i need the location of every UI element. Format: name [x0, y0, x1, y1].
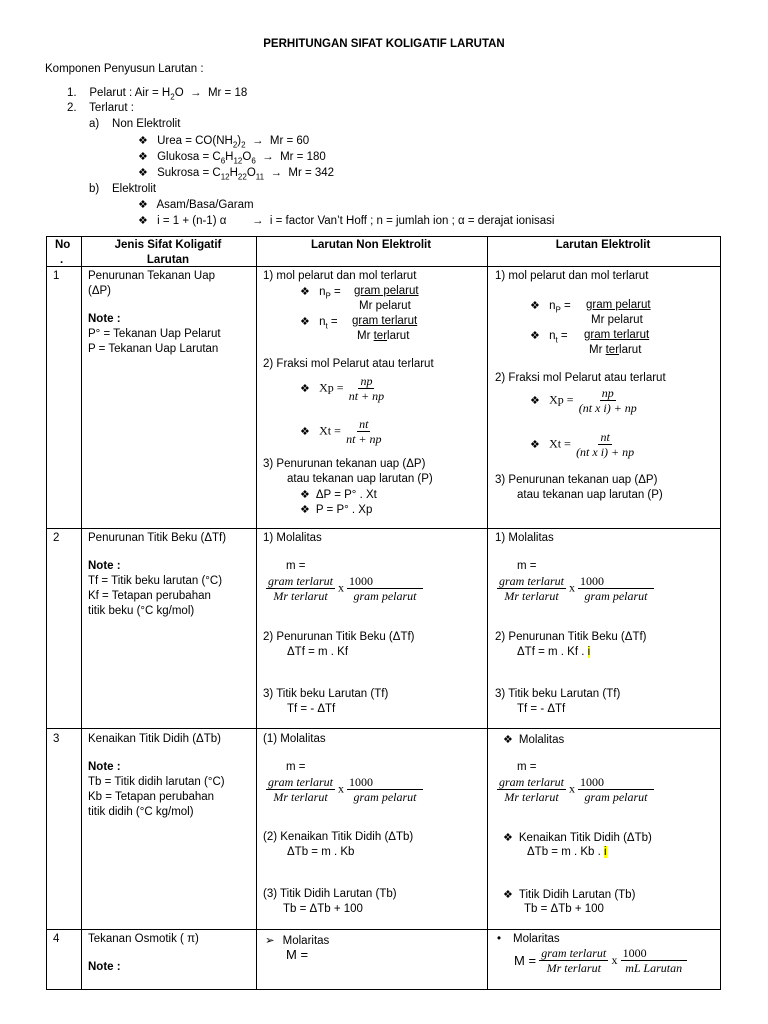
row1-el-np-den: Mr pelarut [591, 314, 643, 326]
xp-fraction [577, 386, 639, 415]
highlight-i: i [604, 846, 607, 858]
subscript: t [325, 321, 328, 331]
row1-note-2: P = Tekanan Uap Larutan [88, 343, 219, 355]
element-symbol: H [229, 167, 238, 179]
diamond-bullet-icon: ❖ [300, 489, 310, 501]
fraction-2 [621, 946, 687, 975]
arrow-right-icon: → [267, 167, 286, 179]
row2-el-step3: 3) Titik beku Larutan (Tf) [495, 688, 621, 700]
molar-mass: Mr = 342 [288, 167, 335, 179]
row1-el-nt [530, 329, 568, 344]
fraction-1 [497, 775, 566, 804]
row1-el-np-num: gram pelarut [586, 299, 651, 311]
row3-el-step1 [503, 733, 564, 746]
diamond-bullet-icon: ❖ [138, 167, 148, 179]
diamond-bullet-icon: ❖ [530, 330, 540, 342]
row1-el-nt-num: gram terlarut [584, 329, 650, 341]
diamond-bullet-icon: ❖ [138, 135, 148, 147]
row3-el-f2 [527, 846, 607, 858]
urea-text: Urea = CO(NH [157, 135, 233, 147]
molaritas-label: Molaritas [282, 935, 330, 947]
fraction-2 [347, 574, 423, 603]
vant-hoff-formula: i = 1 + (n-1) α [157, 215, 227, 227]
subscript: P [325, 291, 331, 301]
row1-non-f1 [300, 488, 377, 501]
molar-mass: Mr = 60 [269, 135, 310, 147]
row3-el-m: m = [517, 761, 537, 773]
subscript: 2 [232, 140, 238, 150]
row4-name: Tekanan Osmotik ( π) [88, 933, 199, 945]
sukrosa-line [138, 166, 334, 181]
diamond-bullet-icon: ❖ [530, 394, 540, 407]
diamond-bullet-icon: ❖ [300, 504, 310, 516]
xt-symbol: Xt = [319, 423, 341, 438]
xp-denominator: nt + np [348, 389, 385, 403]
numerator: gram terlarut [268, 775, 334, 789]
numerator: gram terlarut [499, 775, 565, 789]
row1-non-np-den: Mr pelarut [359, 300, 411, 312]
arrow-right-icon: → [229, 215, 267, 227]
row3-note-2: Kb = Tetapan perubahan [88, 791, 215, 803]
row3-non-step1: (1) Molalitas [263, 733, 326, 745]
electrolyte-heading [89, 183, 156, 195]
component-item-solute [67, 102, 134, 114]
row1-non-np-num: gram pelarut [354, 285, 419, 297]
row1-number: 1 [53, 270, 60, 282]
row4-note: Note : [88, 961, 121, 973]
row1-non-nt-den [357, 330, 409, 342]
header-no: No [55, 239, 71, 251]
row1-non-step3-b: atau tekanan uap larutan (P) [287, 473, 433, 485]
row2-el-step1: 1) Molalitas [495, 532, 554, 544]
numerator: 1000 [347, 574, 423, 589]
fraction-2 [347, 775, 423, 804]
denominator: gram pelarut [584, 790, 648, 804]
row3-el-f3: Tb = ΔTb + 100 [524, 903, 604, 915]
row3-el-step3 [503, 888, 635, 901]
subscript: 11 [255, 172, 265, 182]
row3-non-f2: ΔTb = m . Kb [287, 846, 355, 858]
sukrosa-text: Sukrosa = C [157, 167, 221, 179]
asam-text: Asam/Basa/Garam [156, 199, 254, 211]
den-pre: Mr [589, 344, 606, 356]
numerator: gram terlarut [541, 946, 607, 960]
equals: = [560, 300, 571, 312]
diamond-bullet-icon: ❖ [503, 889, 513, 901]
urea-line [138, 134, 309, 149]
row4-el-step1 [497, 933, 560, 945]
diamond-bullet-icon: ❖ [300, 382, 310, 395]
subscript: 12 [233, 156, 243, 166]
subscript: 22 [237, 172, 247, 182]
row1-non-nt-num: gram terlarut [352, 315, 418, 327]
row2-el-step2: 2) Penurunan Titik Beku (ΔTf) [495, 631, 647, 643]
molaritas-label: Molaritas [513, 933, 560, 945]
row1-non-step1: 1) mol pelarut dan mol terlarut [263, 270, 417, 282]
subscript: 2 [170, 92, 175, 102]
row3-note-3: titik didih (°C kg/mol) [88, 806, 194, 818]
row3-non-f3: Tb = ΔTb + 100 [283, 903, 363, 915]
row4-non-m: M = [286, 947, 309, 962]
diamond-bullet-icon: ❖ [300, 286, 310, 298]
denominator: gram pelarut [353, 790, 417, 804]
formula-p: P = P° . Xp [315, 504, 373, 516]
diamond-bullet-icon: ❖ [138, 151, 148, 163]
fraction-2 [578, 775, 654, 804]
den-pre: Mr [357, 330, 374, 342]
diamond-bullet-icon: ❖ [503, 734, 513, 746]
item-number: 1. [67, 87, 77, 99]
row3-non-m: m = [286, 761, 306, 773]
item-number: 2. [67, 102, 77, 114]
row3-note-1: Tb = Titik didih larutan (°C) [88, 776, 225, 788]
row2-non-step1: 1) Molalitas [263, 532, 322, 544]
xp-symbol: Xp = [319, 380, 344, 395]
row1-note-1: P° = Tekanan Uap Pelarut [88, 328, 221, 340]
row2-non-f3: Tf = - ΔTf [287, 703, 336, 715]
fraction-1 [539, 946, 608, 975]
kenaikan-label: Kenaikan Titik Didih (ΔTb) [518, 832, 652, 844]
equals: = [330, 286, 341, 298]
numerator: gram terlarut [499, 574, 565, 588]
xp-fraction [347, 374, 386, 403]
arrow-bullet-icon: ➢ [265, 935, 275, 947]
row2-el-molality [497, 574, 654, 603]
row3-el-molality [497, 775, 654, 804]
solvent-text-post: O [174, 87, 184, 99]
row2-non-molality [266, 574, 423, 603]
xp-denominator: (nt x i) + np [578, 401, 637, 415]
denominator: Mr terlarut [504, 589, 559, 603]
row3-non-step3: (3) Titik Didih Larutan (Tb) [263, 888, 397, 900]
asam-line [138, 198, 254, 211]
non-electrolyte-heading [89, 118, 180, 130]
numerator: 1000 [578, 775, 654, 790]
row1-el-np [530, 299, 571, 314]
row1-non-xp [300, 374, 386, 403]
fraction-1 [266, 775, 335, 804]
subscript: 6 [251, 156, 256, 166]
row3-el-step2 [503, 831, 652, 844]
xt-denominator: (nt x i) + np [576, 445, 635, 459]
row3-number: 3 [53, 733, 60, 745]
den-underlined: ter [373, 330, 388, 342]
denominator: Mr terlarut [546, 961, 601, 975]
equals: = [327, 316, 338, 328]
header-jenis-2: Larutan [146, 254, 190, 266]
bullet-dot-icon: • [497, 933, 502, 945]
times: x [338, 580, 345, 595]
header-no-dot: . [60, 254, 64, 266]
header-elektrolit: Larutan Elektrolit [555, 239, 651, 251]
row1-el-xt [530, 430, 636, 459]
fraction-2 [578, 574, 654, 603]
formula-dtf: ΔTf = m . Kf . [517, 646, 588, 658]
molalitas-label: Molalitas [518, 734, 565, 746]
m-symbol: M = [514, 953, 537, 968]
row1-el-step1: 1) mol pelarut dan mol terlarut [495, 270, 649, 282]
sub-label: a) [89, 118, 100, 130]
arrow-right-icon: → [186, 87, 205, 99]
diamond-bullet-icon: ❖ [300, 316, 310, 328]
row3-name: Kenaikan Titik Didih (ΔTb) [88, 733, 221, 745]
row1-el-step2: 2) Fraksi mol Pelarut atau terlarut [495, 372, 666, 384]
row2-el-m: m = [517, 560, 537, 572]
glukosa-line [138, 150, 326, 165]
np-symbol: n [549, 300, 556, 312]
times: x [611, 953, 618, 967]
denominator: Mr terlarut [273, 589, 328, 603]
numerator: gram terlarut [268, 574, 334, 588]
numerator: 1000 [621, 946, 687, 961]
arrow-right-icon: → [248, 135, 267, 147]
nt-symbol: n [549, 330, 556, 342]
numerator: 1000 [578, 574, 654, 589]
diamond-bullet-icon: ❖ [138, 199, 148, 211]
non-electrolyte-text: Non Elektrolit [112, 118, 181, 130]
xt-fraction [574, 430, 636, 459]
xp-numerator: np [601, 386, 614, 400]
subscript: 2 [241, 140, 246, 150]
component-item-solvent [67, 87, 247, 101]
xt-denominator: nt + np [346, 432, 382, 446]
row1-non-step3: 3) Penurunan tekanan uap (ΔP) [263, 458, 426, 470]
equals: = [557, 330, 568, 342]
times: x [338, 781, 345, 796]
diamond-bullet-icon: ❖ [530, 438, 540, 451]
row2-el-f3: Tf = - ΔTf [517, 703, 566, 715]
formula-dp: ΔP = P° . Xt [315, 489, 377, 501]
element-symbol: H [225, 151, 234, 163]
denominator: Mr terlarut [504, 790, 559, 804]
row4-el-molarity [514, 946, 687, 975]
fraction-1 [266, 574, 335, 603]
molar-mass: Mr = 180 [280, 151, 326, 163]
row1-el-nt-den [589, 344, 641, 356]
diamond-bullet-icon: ❖ [503, 832, 513, 844]
denominator: gram pelarut [584, 589, 648, 603]
nt-symbol: n [319, 316, 326, 328]
urea-text-post: ) [237, 135, 242, 147]
vant-hoff-line [138, 214, 554, 227]
numerator: 1000 [347, 775, 423, 790]
solvent-text: Pelarut : Air = H [89, 87, 171, 99]
row3-note: Note : [88, 761, 121, 773]
den-post: larut [619, 344, 642, 356]
den-post: larut [387, 330, 410, 342]
row2-non-step2: 2) Penurunan Titik Beku (ΔTf) [263, 631, 415, 643]
subscript: 6 [220, 156, 226, 166]
subscript: 12 [220, 172, 230, 182]
sub-label: b) [89, 183, 100, 195]
diamond-bullet-icon: ❖ [530, 300, 540, 312]
row2-note: Note : [88, 560, 121, 572]
row1-non-nt [300, 315, 338, 330]
xt-symbol: Xt = [549, 436, 571, 451]
row1-el-xp [530, 386, 639, 415]
row1-non-np [300, 285, 341, 300]
row2-note-2: Kf = Tetapan perubahan [88, 590, 211, 602]
row4-number: 4 [53, 933, 60, 945]
xt-fraction [344, 417, 383, 446]
row1-non-step2: 2) Fraksi mol Pelarut atau terlarut [263, 358, 434, 370]
xp-symbol: Xp = [549, 392, 574, 407]
element-symbol: O [242, 151, 252, 163]
den-underlined: ter [605, 344, 620, 356]
row1-non-f2 [300, 503, 372, 516]
row2-note-3: titik beku (°C kg/mol) [88, 605, 195, 617]
row1-el-step3: 3) Penurunan tekanan uap (ΔP) [495, 474, 658, 486]
times: x [569, 580, 576, 595]
solute-label: Terlarut : [89, 102, 134, 114]
row2-number: 2 [53, 532, 60, 544]
subscript: t [555, 335, 558, 345]
row2-note-1: Tf = Titik beku larutan (°C) [88, 575, 223, 587]
element-symbol: O [246, 167, 256, 179]
glukosa-text: Glukosa = C [157, 151, 221, 163]
row2-non-step3: 3) Titik beku Larutan (Tf) [263, 688, 389, 700]
xt-numerator: nt [600, 430, 610, 444]
diamond-bullet-icon: ❖ [300, 425, 310, 438]
header-jenis: Jenis Sifat Koligatif [114, 239, 222, 251]
row3-non-molality [266, 775, 423, 804]
row1-name: Penurunan Tekanan Uap [88, 270, 216, 282]
highlight-i: i [587, 646, 591, 658]
electrolyte-text: Elektrolit [112, 183, 157, 195]
row1-el-step3-b: atau tekanan uap larutan (P) [517, 489, 663, 501]
row2-name: Penurunan Titik Beku (ΔTf) [88, 532, 227, 544]
np-symbol: n [319, 286, 326, 298]
row3-non-step2: (2) Kenaikan Titik Didih (ΔTb) [263, 831, 414, 843]
fraction-1 [497, 574, 566, 603]
denominator: gram pelarut [353, 589, 417, 603]
page-title: PERHITUNGAN SIFAT KOLIGATIF LARUTAN [263, 38, 505, 50]
row1-name-2: (ΔP) [88, 285, 112, 297]
titik-didih-label: Titik Didih Larutan (Tb) [518, 889, 636, 901]
formula-dtb: ΔTb = m . Kb . [527, 846, 605, 858]
arrow-right-icon: → [258, 151, 277, 163]
row4-non-step1 [265, 933, 329, 947]
header-non-elektrolit: Larutan Non Elektrolit [310, 239, 432, 251]
xp-numerator: np [360, 374, 373, 388]
subscript: P [555, 305, 561, 315]
xt-numerator: nt [359, 417, 369, 431]
denominator: Mr terlarut [273, 790, 328, 804]
diamond-bullet-icon: ❖ [138, 215, 148, 227]
row2-non-f2: ΔTf = m . Kf [287, 646, 349, 658]
times: x [569, 781, 576, 796]
components-heading: Komponen Penyusun Larutan : [45, 63, 204, 75]
row2-non-m: m = [286, 560, 306, 572]
row1-note: Note : [88, 313, 121, 325]
row1-non-xt [300, 417, 384, 446]
molar-mass: Mr = 18 [207, 87, 248, 99]
denominator: mL Larutan [625, 961, 683, 975]
vant-hoff-description: i = factor Van’t Hoff ; n = jumlah ion ; α = derajat ionisasi [269, 215, 555, 227]
row2-el-f2 [517, 646, 590, 658]
